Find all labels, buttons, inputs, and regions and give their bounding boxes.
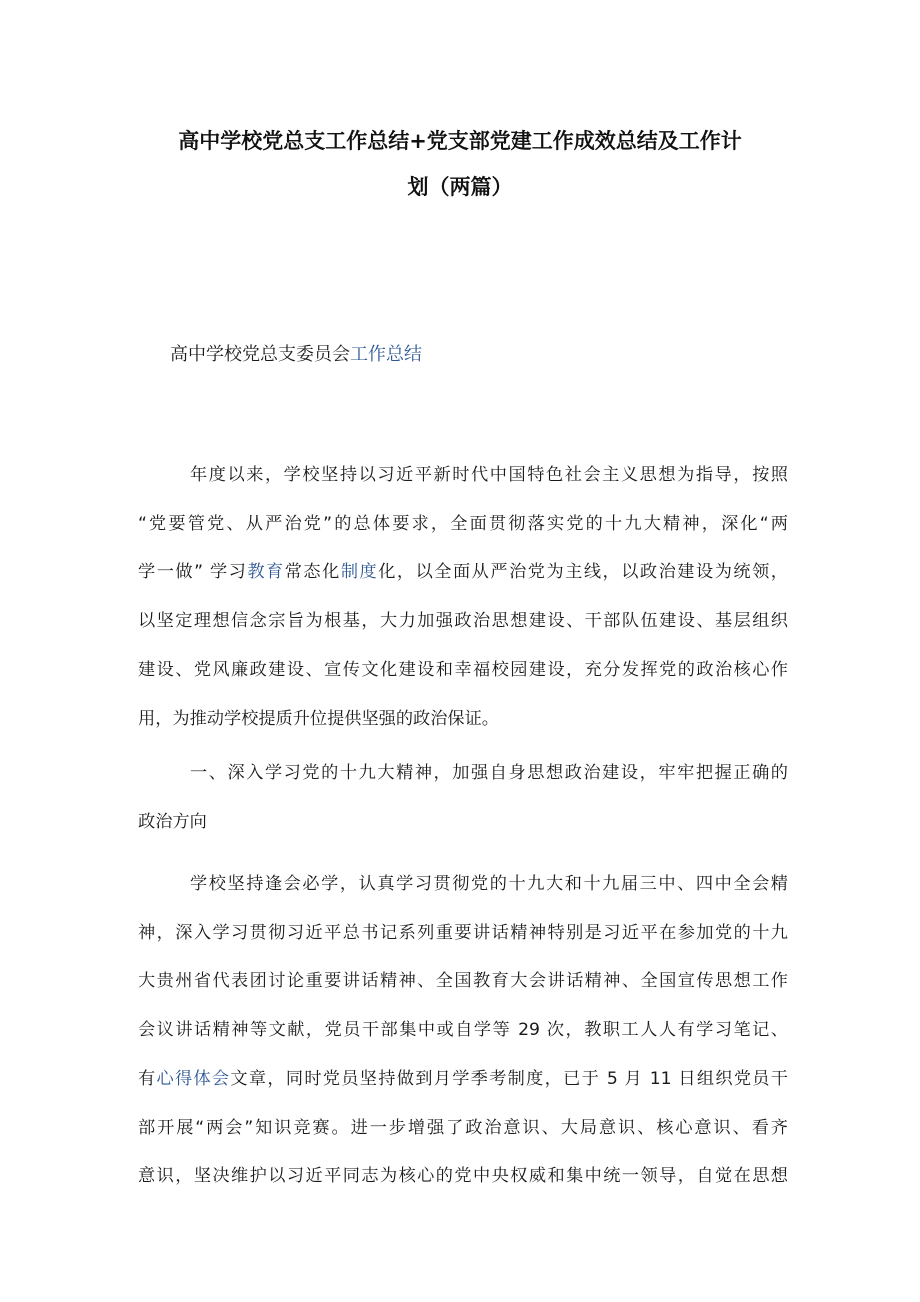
text-segment: 用，为推动学校提质升位提供坚强的政治保证。 [138, 708, 499, 729]
paragraph-line [138, 500, 788, 549]
text-segment: 化，以全面从严治党为主线，以政治建设为统领， [378, 562, 788, 583]
text-segment: 建设、党风廉政建设、宣传文化建设和幸福校园建设，充分发挥党的政治核心作 [138, 659, 788, 680]
heading-section-1 [138, 749, 788, 846]
paragraph-line [138, 597, 788, 646]
text-segment: 意识，坚决维护以习近平同志为核心的党中央权威和集中统一领导，自觉在思想 [138, 1166, 788, 1187]
heading-line-2: 政治方向 [138, 811, 207, 832]
paragraph-line [138, 1152, 788, 1201]
text-segment: 部开展“两会”知识竞赛。进一步增强了政治意识、大局意识、核心意识、看齐 [138, 1117, 788, 1138]
inline-link[interactable]: 制度 [340, 562, 379, 583]
text-segment: 会议讲话精神等文献，党员干部集中或自学等 29 次，教职工人人有学习笔记、 [138, 1020, 788, 1041]
paragraph-line [138, 957, 788, 1006]
text-segment: 常态化 [284, 562, 341, 583]
text-segment: 文章，同时党员坚持做到月学季考制度，已于 5 月 11 日组织党员干 [230, 1068, 788, 1089]
title-line-1: 高中学校党总支工作总结+党支部党建工作成效总结及工作计 [178, 129, 742, 153]
paragraph-line [138, 909, 788, 958]
paragraph-line [138, 646, 788, 695]
paragraph-line [138, 695, 788, 744]
paragraph-line [138, 860, 788, 909]
text-segment: 神，深入学习贯彻习近平总书记系列重要讲话精神特别是习近平在参加党的十九 [138, 922, 788, 943]
paragraph-line [138, 451, 788, 500]
document-title [138, 118, 782, 210]
text-segment: 年度以来，学校坚持以习近平新时代中国特色社会主义思想为指导，按照 [190, 465, 788, 485]
title-line-2: 划（两篇） [407, 175, 513, 199]
subtitle-text: 高中学校党总支委员会 [170, 344, 350, 365]
section-subtitle [170, 340, 422, 370]
text-segment: 学一做” 学习 [138, 562, 248, 583]
text-segment: 有 [138, 1068, 157, 1089]
paragraph-line [138, 1055, 788, 1104]
inline-link[interactable]: 教育 [247, 562, 285, 583]
subtitle-link-work-summary[interactable]: 工作总结 [350, 344, 422, 365]
heading-line-1: 一、深入学习党的十九大精神，加强自身思想政治建设，牢牢把握正确的 [190, 763, 788, 783]
paragraph-line [138, 1006, 788, 1055]
text-segment: 大贵州省代表团讨论重要讲话精神、全国教育大会讲话精神、全国宣传思想工作 [138, 971, 788, 992]
paragraph-line [138, 1104, 788, 1153]
text-segment: 以坚定理想信念宗旨为根基，大力加强政治思想建设、干部队伍建设、基层组织 [138, 611, 788, 632]
paragraph-1 [138, 451, 788, 743]
inline-link[interactable]: 心得体会 [156, 1068, 231, 1089]
paragraph-line [138, 548, 788, 597]
text-segment: “党要管党、从严治党”的总体要求，全面贯彻落实党的十九大精神，深化“两 [138, 513, 788, 534]
text-segment: 学校坚持逢会必学，认真学习贯彻党的十九大和十九届三中、四中全会精 [190, 874, 788, 894]
paragraph-2 [138, 860, 788, 1201]
